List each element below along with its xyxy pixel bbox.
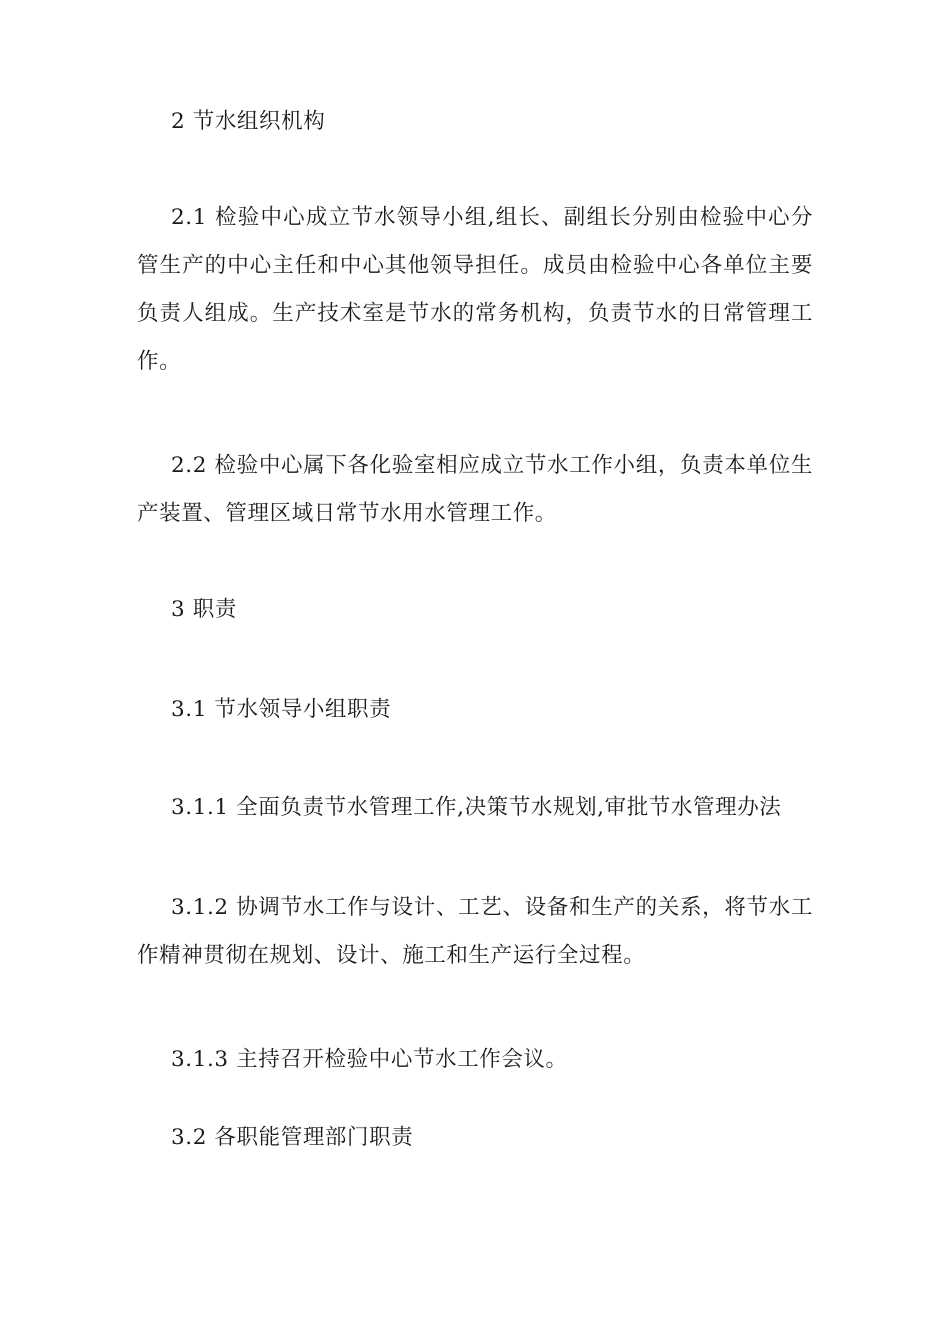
- paragraph-3-1-3: 3.1.3 主持召开检验中心节水工作会议。: [171, 1047, 568, 1072]
- section-heading-3-2: 3.2 各职能管理部门职责: [171, 1125, 414, 1150]
- section-heading-3-1: 3.1 节水领导小组职责: [171, 697, 392, 722]
- section-heading-2: 2 节水组织机构: [171, 109, 326, 134]
- paragraph-2-2: 2.2 检验中心属下各化验室相应成立节水工作小组，负责本单位生产装置、管理区域日常节水用水管理工作。: [137, 453, 813, 526]
- paragraph-2-1: 2.1 检验中心成立节水领导小组,组长、副组长分别由检验中心分管生产的中心主任和中心其他领导担任。成员由检验中心各单位主要负责人组成。生产技术室是节水的常务机构，负责节水的日常管理工作。: [137, 205, 813, 374]
- paragraph-3-1-1: 3.1.1 全面负责节水管理工作,决策节水规划,审批节水管理办法: [171, 795, 782, 820]
- section-heading-3: 3 职责: [171, 597, 237, 622]
- paragraph-3-1-2: 3.1.2 协调节水工作与设计、工艺、设备和生产的关系，将节水工作精神贯彻在规划、设计、施工和生产运行全过程。: [137, 895, 813, 968]
